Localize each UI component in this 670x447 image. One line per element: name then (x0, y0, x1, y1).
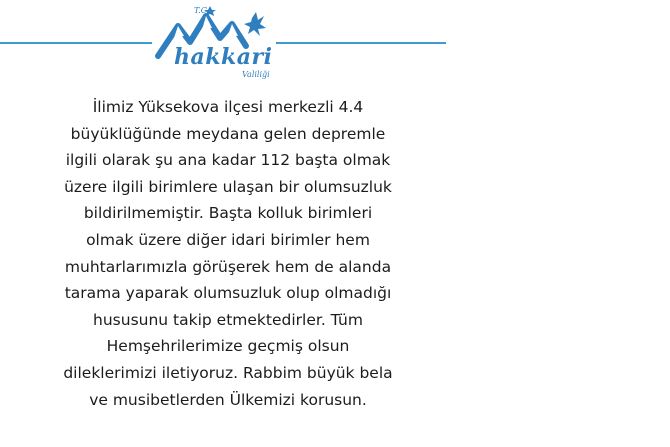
header-rule-left (0, 42, 152, 44)
header-rule-right (276, 42, 446, 44)
message-line: üzere ilgili birimlere ulaşan bir olumsuzluk (64, 177, 392, 196)
message-line: ve musibetlerden Ülkemizi korusun. (89, 390, 367, 409)
message-line: bildirilmemiştir. Başta kolluk birimleri (83, 204, 373, 223)
announcement-text (18, 94, 438, 413)
logo-wordmark: hakkari (174, 44, 273, 70)
message-line: tarama yaparak olumsuzluk olup olmadığı (64, 284, 392, 303)
message-line: dileklerimizi iletiyoruz. Rabbim büyük bela (63, 363, 393, 382)
message-line: hususunu takip etmektedirler. Tüm (93, 310, 363, 329)
message-line: büyüklüğünde meydana gelen depremle (70, 124, 386, 143)
hakkari-valiligi-logo (148, 2, 278, 84)
logo-tc-text: T.C. (194, 6, 210, 15)
message-line: ilgili olarak şu ana kadar 112 başta olmak (65, 151, 391, 170)
message-line: olmak üzere diğer idari birimler hem (86, 230, 370, 249)
logo-subtitle: Valiliği (242, 70, 270, 79)
message-line: muhtarlarımızla görüşerek hem de alanda (64, 257, 392, 276)
message-line: Hemşehrilerimize geçmiş olsun (106, 337, 350, 356)
message-line: İlimiz Yüksekova ilçesi merkezli 4.4 (92, 98, 364, 116)
